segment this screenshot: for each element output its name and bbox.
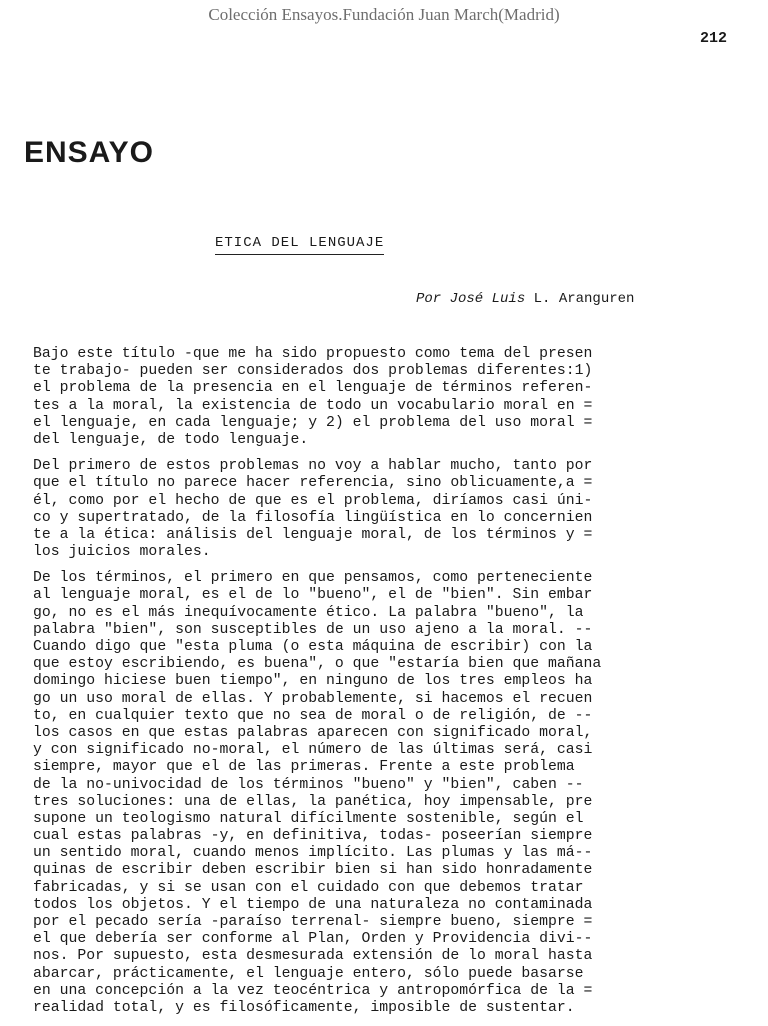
paragraph [33, 346, 741, 449]
text-line: supone un teologismo natural difícilmente sostenible, según el [33, 810, 584, 827]
article-title: ETICA DEL LENGUAJE [215, 235, 384, 255]
text-line: go un uso moral de ellas. Y probablemente, si hacemos el recuen [33, 690, 593, 707]
text-line: en una concepción a la vez teocéntrica y antropomórfica de la = [33, 982, 593, 999]
text-line: nos. Por supuesto, esta desmesurada extensión de lo moral hasta [33, 948, 593, 965]
text-line: quinas de escribir deben escribir bien si han sido honradamente [33, 862, 593, 879]
collection-header: Colección Ensayos.Fundación Juan March(Madrid) [208, 5, 560, 24]
text-line: del lenguaje, de todo lenguaje. [33, 431, 309, 448]
text-line: abarcar, prácticamente, el lenguaje entero, sólo puede basarse [33, 965, 584, 982]
text-line: los juicios morales. [33, 544, 211, 561]
text-line: te a la ética: análisis del lenguaje moral, de los términos y = [33, 526, 593, 543]
text-line: palabra "bien", son susceptibles de un uso ajeno a la moral. -- [33, 621, 593, 638]
text-line: Bajo este título -que me ha sido propuesto como tema del presen [33, 346, 593, 362]
article-body [33, 346, 741, 1026]
text-line: fabricadas, y si se usan con el cuidado con que debemos tratar [33, 879, 584, 896]
text-line: él, como por el hecho de que es el problema, diríamos casi úni- [33, 492, 593, 509]
author-prefix: Por José Luis [416, 291, 526, 307]
paragraph [33, 570, 741, 1017]
text-line: un sentido moral, cuando menos implícito. Las plumas y las má-- [33, 845, 593, 862]
section-heading: ENSAYO [24, 136, 154, 169]
text-line: te trabajo- pueden ser considerados dos problemas diferentes:1) [33, 363, 593, 380]
text-line: de la no-univocidad de los términos "bueno" y "bien", caben -- [33, 776, 584, 793]
text-line: Cuando digo que "esta pluma (o esta máquina de escribir) con la [33, 639, 593, 655]
text-line: Del primero de estos problemas no voy a hablar mucho, tanto por [33, 458, 593, 475]
text-line: todos los objetos. Y el tiempo de una naturaleza no contaminada [33, 896, 593, 913]
text-line: De los términos, el primero en que pensamos, como perteneciente [33, 570, 593, 587]
text-line: y con significado no-moral, el número de las últimas será, casi [33, 742, 593, 759]
text-line: tres soluciones: una de ellas, la panética, hoy impensable, pre [33, 793, 593, 810]
text-line: el problema de la presencia en el lenguaje de términos referen- [33, 380, 593, 397]
text-line: los casos en que estas palabras aparecen con significado moral, [33, 724, 593, 741]
text-line: to, en cualquier texto que no sea de moral o de religión, de -- [33, 707, 593, 724]
text-line: que estoy escribiendo, es buena", o que "estaría bien que mañana [33, 656, 602, 673]
text-line: el lenguaje, en cada lenguaje; y 2) el problema del uso moral = [33, 414, 593, 431]
text-line: domingo hiciese buen tiempo", en ninguno de los tres empleos ha [33, 673, 593, 690]
text-line: por el pecado sería -paraíso terrenal- siempre bueno, siempre = [33, 914, 593, 930]
text-line: siempre, mayor que el de las primeras. Frente a este problema [33, 759, 575, 776]
paragraph [33, 458, 741, 561]
text-line: tes a la moral, la existencia de todo un vocabulario moral en = [33, 397, 593, 414]
text-line: al lenguaje moral, es el de lo "bueno", el de "bien". Sin embar [33, 587, 593, 604]
text-line: el que debería ser conforme al Plan, Orden y Providencia divi-- [33, 931, 593, 948]
page-number: 212 [700, 30, 728, 47]
author-byline [416, 291, 634, 307]
text-line: que el título no parece hacer referencia, sino oblicuamente,a = [33, 475, 593, 492]
author-name: L. Aranguren [533, 291, 635, 307]
text-line: co y supertratado, de la filosofía lingüística en lo concernien [33, 509, 593, 526]
text-line: go, no es el más inequívocamente ético. La palabra "bueno", la [33, 604, 584, 621]
text-line: realidad total, y es filosóficamente, imposible de sustentar. [33, 999, 575, 1016]
text-line: cual estas palabras -y, en definitiva, todas- poseerían siempre [33, 828, 593, 845]
